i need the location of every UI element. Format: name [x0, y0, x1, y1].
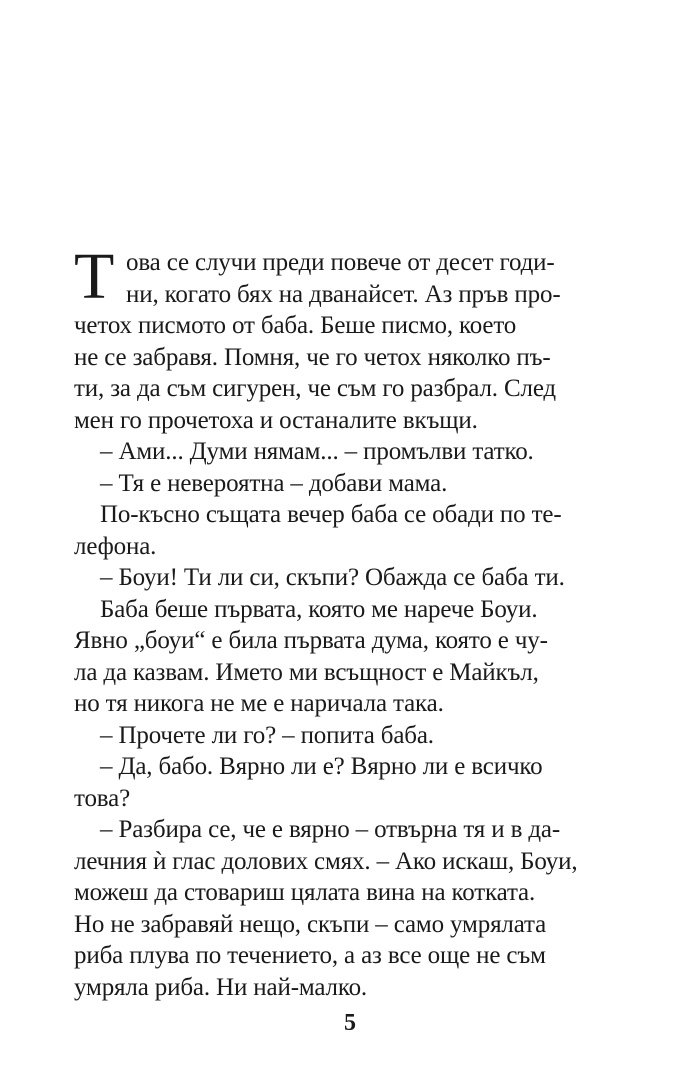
text-line: ова се случи преди повече от десет годи- — [126, 249, 555, 276]
page-number: 5 — [344, 1010, 356, 1036]
text-line: ти, за да съм сигурен, че съм го разбрал. След — [74, 375, 557, 402]
text-line: не се забравя. Помня, че го четох няколко пъ- — [74, 343, 551, 371]
text-line: умряла риба. Ни най-малко. — [74, 973, 368, 1001]
text-line: – Тя е невероятна – добави мама. — [100, 469, 448, 497]
page-body — [74, 240, 604, 1003]
text-line: ни, когато бях на дванайсет. Аз пръв про- — [126, 280, 561, 308]
text-line: – Прочете ли го? – попита баба. — [100, 721, 434, 749]
text-line: можеш да стовариш цялата вина на котката. — [74, 879, 536, 906]
body-text — [74, 436, 604, 1003]
text-line: четох писмото от баба. Беше писмо, което — [74, 312, 517, 339]
text-line: – Ами... Думи нямам... – промълви татко. — [100, 438, 534, 465]
text-line: риба плува по течението, а аз все още не съм — [74, 942, 546, 969]
text-line: Явно „боуи“ е била първата дума, която е чу- — [74, 627, 548, 654]
drop-cap: Т — [74, 240, 115, 313]
text-line: ла да казвам. Името ми всъщност е Майкъл, — [74, 658, 539, 686]
text-line: – Боуи! Ти ли си, скъпи? Обажда се баба ти. — [100, 564, 565, 591]
text-line: Но не забравяй нещо, скъпи – само умрялата — [74, 910, 547, 938]
text-line: Баба беше първата, която ме нарече Боуи. — [100, 595, 538, 623]
text-line: – Разбира се, че е вярно – отвърна тя и в да- — [100, 816, 561, 843]
text-line: лефона. — [74, 532, 157, 560]
text-line: но тя никога не ме е наричала така. — [74, 690, 444, 717]
text-line: това? — [74, 784, 131, 812]
text-line: лечния ѝ глас долових смях. – Ако искаш, Боуи, — [74, 847, 578, 875]
text-line: мен го прочетоха и останалите вкъщи. — [74, 406, 478, 434]
opening-paragraph — [74, 240, 604, 436]
text-line: – Да, бабо. Вярно ли е? Вярно ли е всичко — [100, 753, 543, 780]
text-line: По-късно същата вечер баба се обади по те- — [100, 501, 562, 528]
